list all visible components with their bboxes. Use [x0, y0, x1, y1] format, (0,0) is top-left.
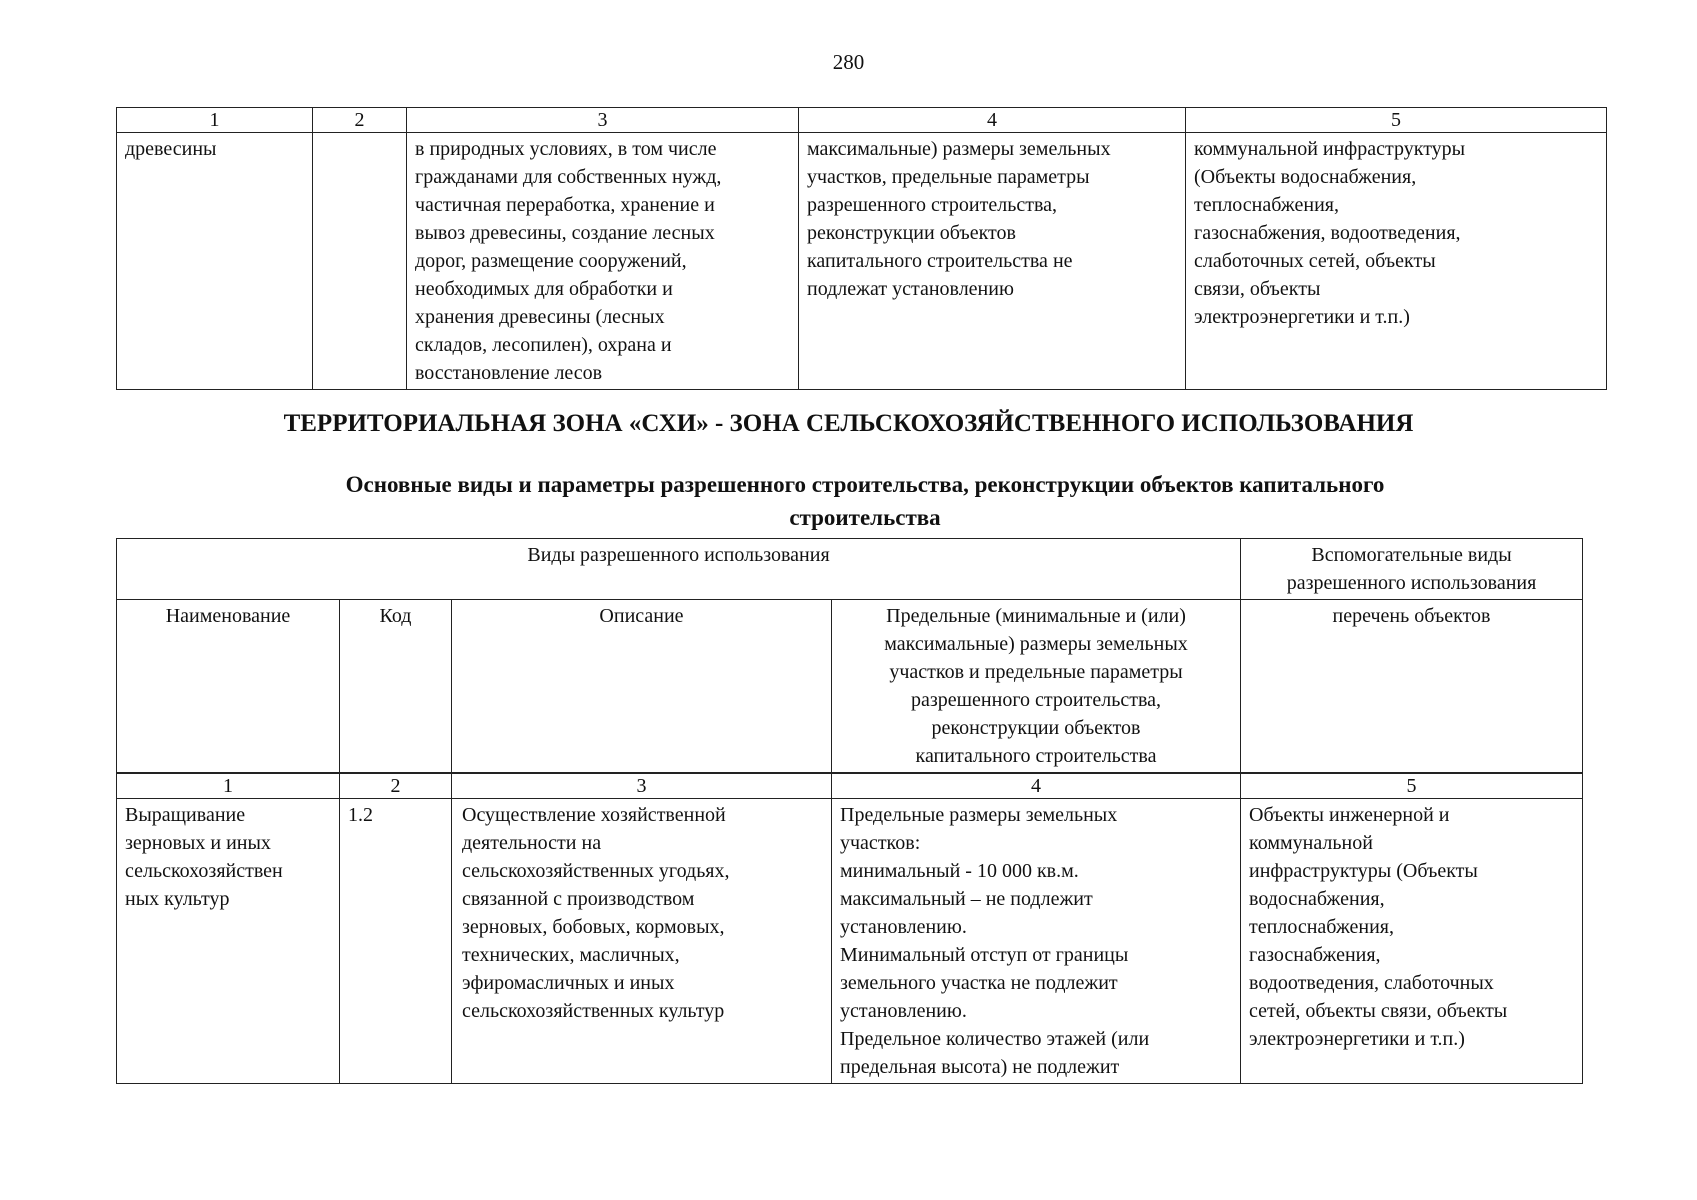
column-number-row — [117, 774, 1583, 799]
section-title: Основные виды и параметры разрешенного строительства, реконструкции объектов капитального строительства — [345, 472, 1385, 530]
header-name: Наименование — [117, 600, 340, 773]
cell-limits: Предельные размеры земельных участков: минимальный - 10 000 кв.м. максимальный – не подлежит установлению. Минимальный отступ от границы земельного участка не подлежит установлению. Предельное количество этажей (или предельная высота) не подлежит — [832, 799, 1241, 1084]
cell-limits: максимальные) размеры земельных участков, предельные параметры разрешенного строительства, реконструкции объектов капитального строительства не подлежат установлению — [799, 133, 1186, 390]
col-number-2: 2 — [340, 774, 452, 799]
page-number: 280 — [832, 50, 865, 74]
cell-objects: Объекты инженерной и коммунальной инфраструктуры (Объекты водоснабжения, теплоснабжения, газоснабжения, водоотведения, слаботочных сетей, объекты связи, объекты электроэнергетики и т.п.) — [1241, 799, 1583, 1084]
col-number-4: 4 — [832, 774, 1241, 799]
cell-code — [313, 133, 407, 390]
col-number-2: 2 — [313, 108, 407, 133]
cell-description: в природных условиях, в том числе гражданами для собственных нужд, частичная переработка, хранение и вывоз древесины, создание лесных дорог, размещение сооружений, необходимых для обработки и хранения древесины (лесных складов, лесопилен), охрана и восстановление лесов — [407, 133, 799, 390]
col-number-5: 5 — [1186, 108, 1607, 133]
header-limits: Предельные (минимальные и (или) максимальные) размеры земельных участков и предельные параметры разрешенного строительства, реконструкции объектов капитального строительства — [832, 600, 1241, 773]
col-number-1: 1 — [117, 108, 313, 133]
header-row — [117, 600, 1583, 773]
main-table — [116, 538, 1583, 1084]
cell-name: древесины — [117, 133, 313, 390]
col-number-1: 1 — [117, 774, 340, 799]
col-number-5: 5 — [1241, 774, 1583, 799]
table-row — [117, 133, 1607, 390]
header-objects: перечень объектов — [1241, 600, 1583, 773]
aux-header: Вспомогательные виды разрешенного использования — [1241, 539, 1583, 600]
continued-table — [116, 107, 1607, 390]
col-number-3: 3 — [407, 108, 799, 133]
column-number-row — [117, 108, 1607, 133]
table-row — [117, 799, 1583, 1084]
cell-objects: коммунальной инфраструктуры (Объекты водоснабжения, теплоснабжения, газоснабжения, водоотведения, слаботочных сетей, объекты связи, объекты электроэнергетики и т.п.) — [1186, 133, 1607, 390]
header-code: Код — [340, 600, 452, 773]
col-number-4: 4 — [799, 108, 1186, 133]
header-description: Описание — [452, 600, 832, 773]
zone-title: ТЕРРИТОРИАЛЬНАЯ ЗОНА «СХИ» - ЗОНА СЕЛЬСКОХОЗЯЙСТВЕННОГО ИСПОЛЬЗОВАНИЯ — [283, 410, 1414, 437]
group-header: Виды разрешенного использования — [117, 539, 1241, 600]
cell-description: Осуществление хозяйственной деятельности на сельскохозяйственных угодьях, связанной с производством зерновых, бобовых, кормовых, технических, масличных, эфиромасличных и иных сельскохозяйственных культур — [452, 799, 832, 1084]
cell-name: Выращивание зерновых и иных сельскохозяйствен ных культур — [117, 799, 340, 1084]
group-header-row — [117, 539, 1583, 600]
cell-code: 1.2 — [340, 799, 452, 1084]
col-number-3: 3 — [452, 774, 832, 799]
